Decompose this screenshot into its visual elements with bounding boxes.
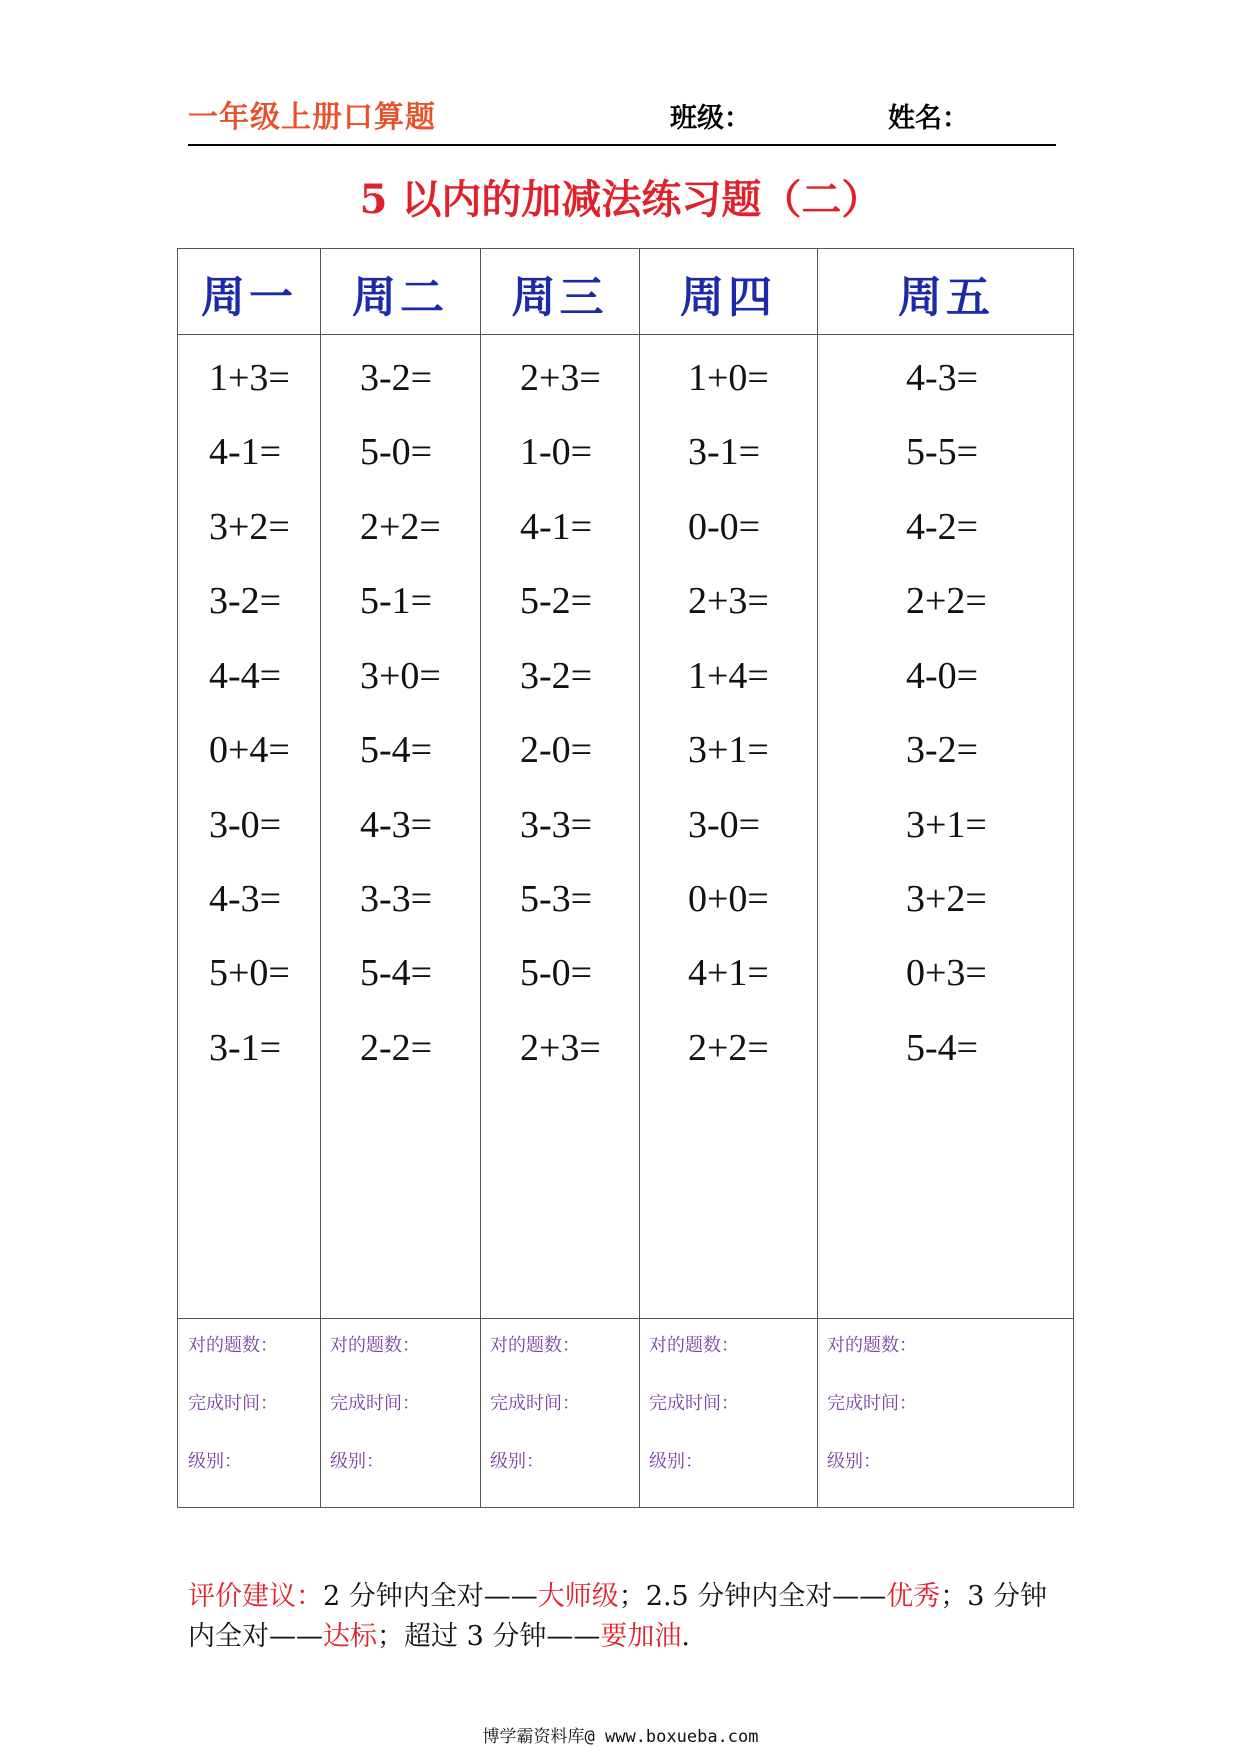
correct-count-label: 对的题数： [490,1335,580,1356]
math-problem: 5-4= [360,729,433,771]
day-header: 周五 [898,272,994,323]
day-header: 周三 [511,272,608,323]
math-problem: 3-2= [520,655,593,697]
day-header: 周一 [201,272,297,323]
math-problem: 5-5= [906,431,979,473]
math-problem: 3-3= [520,804,593,846]
math-problem: 3-0= [688,804,761,846]
column-divider [480,249,481,1507]
math-problem: 3+2= [209,506,290,548]
math-problem: 3+1= [906,804,987,846]
page-title: 5 以内的加减法练习题（二） [359,176,882,223]
evaluation-text: ；2.5 分钟内全对—— [618,1581,887,1612]
math-problem: 4-4= [209,655,282,697]
name-label: 姓名： [888,103,969,134]
evaluation-text: ；超过 3 分钟—— [377,1621,601,1652]
column-divider [320,249,321,1507]
math-problem: 5-2= [520,580,593,622]
math-problem: 2+3= [520,1027,601,1069]
math-problem: 2-0= [520,729,593,771]
math-problem: 0-0= [688,506,761,548]
math-problem: 3-2= [906,729,979,771]
math-problem: 2+3= [520,357,601,399]
math-problem: 3-3= [360,878,433,920]
evaluation-rating: 大师级 [537,1581,619,1612]
level-label: 级别： [330,1451,384,1472]
day-header: 周二 [352,272,448,323]
math-problem: 4-2= [906,506,979,548]
day-header: 周四 [680,272,776,323]
math-problem: 1+0= [688,357,769,399]
math-problem: 2+2= [688,1027,769,1069]
correct-count-label: 对的题数： [330,1335,420,1356]
math-problem: 3+2= [906,878,987,920]
math-problem: 3-2= [360,357,433,399]
evaluation-prefix: 评价建议： [188,1581,323,1612]
footer-watermark: 博学霸资料库@ www.boxueba.com [482,1727,759,1747]
math-problem: 0+3= [906,952,987,994]
math-problem: 2-2= [360,1027,433,1069]
math-problem: 4-3= [209,878,282,920]
evaluation-text: ；3 分钟内全对—— [188,1581,1048,1652]
math-problem: 1+3= [209,357,290,399]
class-label: 班级： [670,103,751,134]
evaluation-text: . [681,1621,690,1652]
correct-count-label: 对的题数： [188,1335,278,1356]
completion-time-label: 完成时间： [188,1393,278,1414]
math-problem: 3-0= [209,804,282,846]
math-problem: 5-0= [360,431,433,473]
math-problem: 5-4= [906,1027,979,1069]
math-problem: 3+0= [360,655,441,697]
stats-divider [178,1318,1073,1319]
level-label: 级别： [188,1451,242,1472]
correct-count-label: 对的题数： [827,1335,917,1356]
correct-count-label: 对的题数： [649,1335,739,1356]
math-problem: 0+4= [209,729,290,771]
math-problem: 4-1= [209,431,282,473]
math-problem: 2+3= [688,580,769,622]
level-label: 级别： [649,1451,703,1472]
math-problem: 5-3= [520,878,593,920]
evaluation-rating: 达标 [323,1621,377,1652]
math-problem: 3-2= [209,580,282,622]
level-label: 级别： [490,1451,544,1472]
column-divider [639,249,640,1507]
math-problem: 3-1= [209,1027,282,1069]
completion-time-label: 完成时间： [330,1393,420,1414]
math-problem: 0+0= [688,878,769,920]
math-problem: 4-3= [360,804,433,846]
math-problem: 4+1= [688,952,769,994]
math-problem: 5-0= [520,952,593,994]
evaluation-rating: 优秀 [886,1581,941,1612]
evaluation-note [188,1577,1068,1657]
math-problem: 5-4= [360,952,433,994]
math-problem: 5-1= [360,580,433,622]
math-problem: 4-0= [906,655,979,697]
math-problem: 5+0= [209,952,290,994]
math-problem: 4-1= [520,506,593,548]
math-problem: 4-3= [906,357,979,399]
level-label: 级别： [827,1451,881,1472]
evaluation-text: 2 分钟内全对—— [323,1581,538,1612]
completion-time-label: 完成时间： [827,1393,917,1414]
completion-time-label: 完成时间： [490,1393,580,1414]
subject-title: 一年级上册口算题 [188,100,436,135]
completion-time-label: 完成时间： [649,1393,739,1414]
practice-table [177,248,1074,1508]
math-problem: 2+2= [360,506,441,548]
math-problem: 1+4= [688,655,769,697]
math-problem: 3-1= [688,431,761,473]
math-problem: 2+2= [906,580,987,622]
column-divider [817,249,818,1507]
worksheet-header [188,92,1056,146]
math-problem: 1-0= [520,431,593,473]
math-problem: 3+1= [688,729,769,771]
evaluation-rating: 要加油 [600,1621,682,1652]
